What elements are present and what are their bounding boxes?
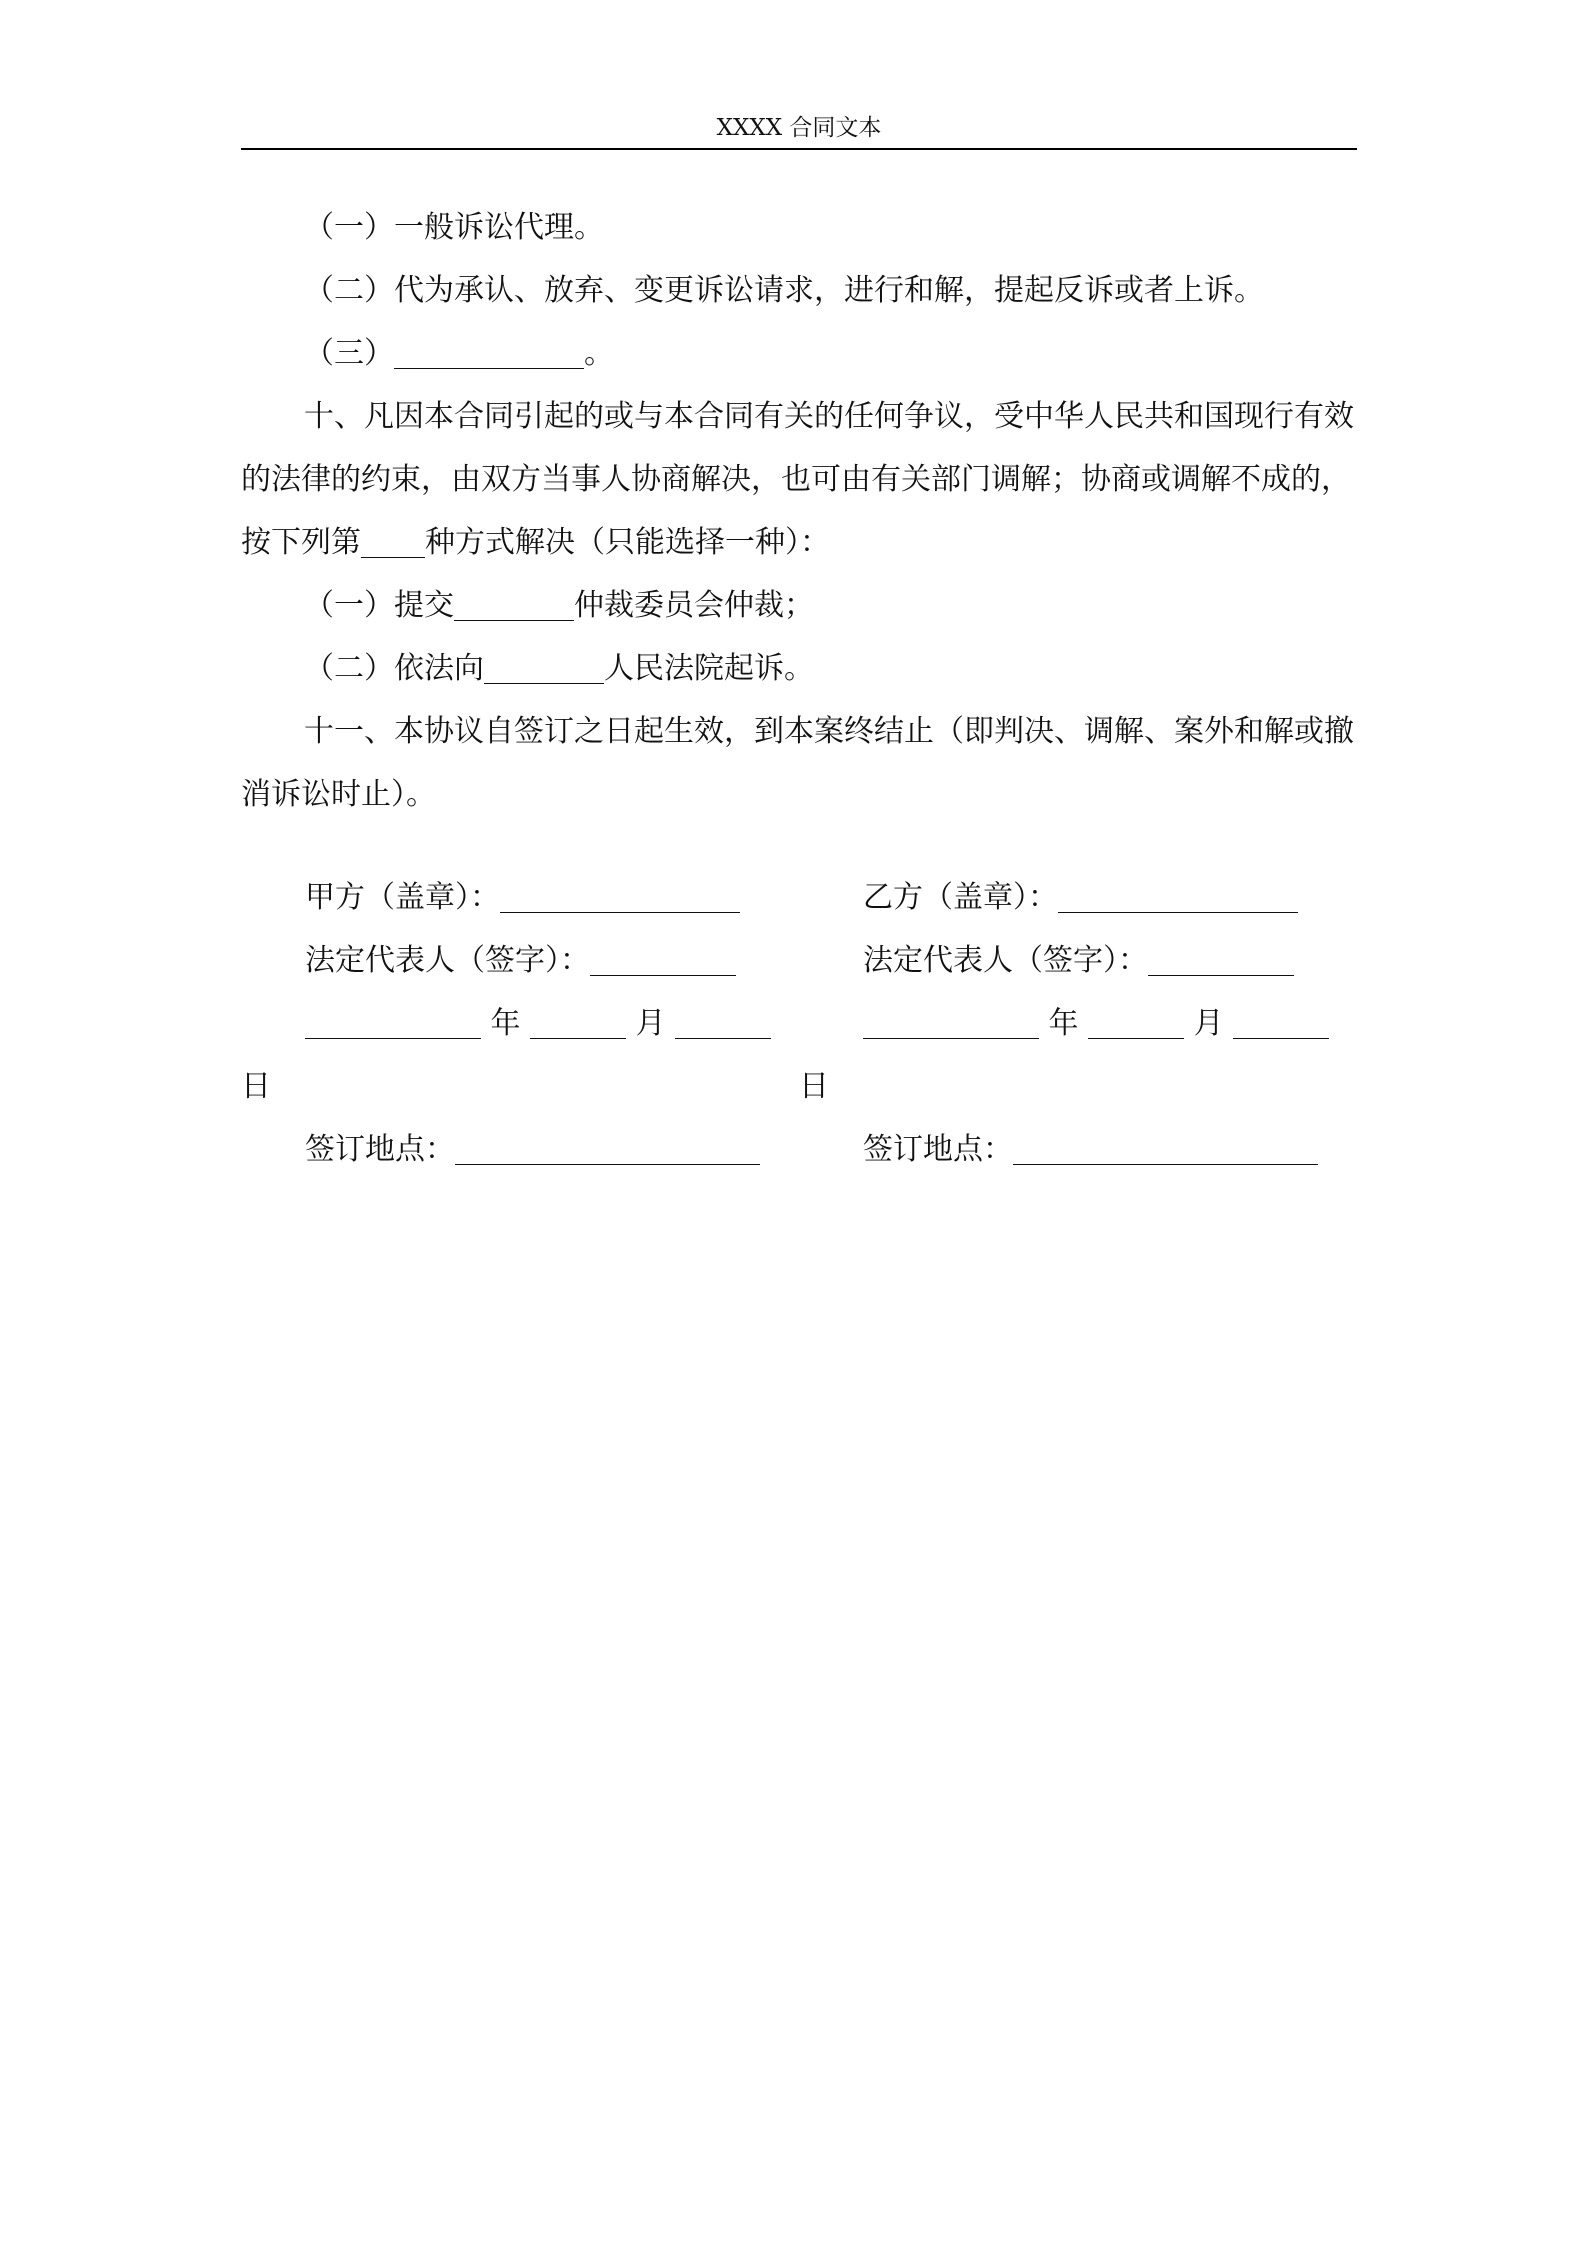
party-b-day-label: 日 [799, 1069, 829, 1104]
party-a-date-line [305, 992, 771, 1055]
item-3-prefix: （三） [304, 336, 394, 371]
clause-10-text-2: 种方式解决（只能选择一种）： [425, 525, 830, 560]
party-a-place-blank[interactable] [455, 1134, 760, 1165]
party-b-day-blank[interactable] [1233, 1008, 1329, 1039]
header-title: XXXX 合同文本 [716, 115, 882, 141]
arbitration-commission-blank[interactable] [454, 590, 574, 621]
option-2-suffix: 人民法院起诉。 [604, 651, 814, 686]
party-b-date-line [863, 992, 1329, 1055]
party-a-signature-block [241, 866, 771, 1181]
party-a-day-label: 日 [241, 1069, 271, 1104]
clause-11: 十一、本协议自签订之日起生效，到本案终结止（即判决、调解、案外和解或撤消诉讼时止）。 [241, 714, 1354, 812]
party-b-place-blank[interactable] [1013, 1134, 1318, 1165]
party-b-rep-blank[interactable] [1148, 945, 1294, 976]
clause-10 [241, 385, 1357, 574]
party-b-rep-line [863, 929, 1329, 992]
dispute-option-2 [241, 637, 1357, 700]
party-a-rep-label: 法定代表人（签字）： [305, 943, 590, 978]
party-a-seal-label: 甲方（盖章）： [305, 880, 500, 915]
party-b-place-line [863, 1118, 1329, 1181]
party-a-day-blank[interactable] [675, 1008, 771, 1039]
party-b-year-blank[interactable] [863, 1008, 1039, 1039]
party-a-place-label: 签订地点： [305, 1132, 455, 1167]
clause-10-text: 十、凡因本合同引起的或与本合同有关的任何争议，受中华人民共和国现行有效的法律的约束，由双方当事人协商解决，也可由有关部门调解；协商或调解不成的，按下列第 [241, 399, 1354, 560]
court-blank[interactable] [484, 653, 604, 684]
party-a-rep-blank[interactable] [590, 945, 736, 976]
page-header [241, 108, 1357, 150]
dispute-option-1 [241, 574, 1357, 637]
party-b-seal-label: 乙方（盖章）： [863, 880, 1058, 915]
clause-9-item-2: （二）代为承认、放弃、变更诉讼请求，进行和解，提起反诉或者上诉。 [304, 273, 1264, 308]
party-a-month-label: 月 [635, 1006, 666, 1041]
option-2-prefix: （二）依法向 [304, 651, 484, 686]
party-a-year-blank[interactable] [305, 1008, 481, 1039]
party-a-place-line [305, 1118, 771, 1181]
party-a-year-label: 年 [490, 1006, 521, 1041]
clause-9-item-3 [241, 322, 1357, 385]
party-b-seal-line [863, 866, 1329, 929]
option-1-prefix: （一）提交 [304, 588, 454, 623]
contract-body [241, 196, 1357, 826]
method-number-blank[interactable] [361, 527, 425, 558]
party-a-rep-line [305, 929, 771, 992]
party-a-month-blank[interactable] [530, 1008, 626, 1039]
party-b-place-label: 签订地点： [863, 1132, 1013, 1167]
party-b-seal-blank[interactable] [1058, 882, 1298, 913]
clause-9-item-1: （一）一般诉讼代理。 [304, 210, 604, 245]
party-b-year-label: 年 [1048, 1006, 1079, 1041]
party-a-seal-blank[interactable] [500, 882, 740, 913]
party-a-seal-line [305, 866, 771, 929]
party-b-signature-block [799, 866, 1329, 1181]
item-3-blank[interactable] [394, 338, 584, 369]
option-1-suffix: 仲裁委员会仲裁； [574, 588, 814, 623]
party-b-rep-label: 法定代表人（签字）： [863, 943, 1148, 978]
party-b-month-blank[interactable] [1088, 1008, 1184, 1039]
party-b-month-label: 月 [1193, 1006, 1224, 1041]
item-3-suffix: 。 [584, 336, 614, 371]
